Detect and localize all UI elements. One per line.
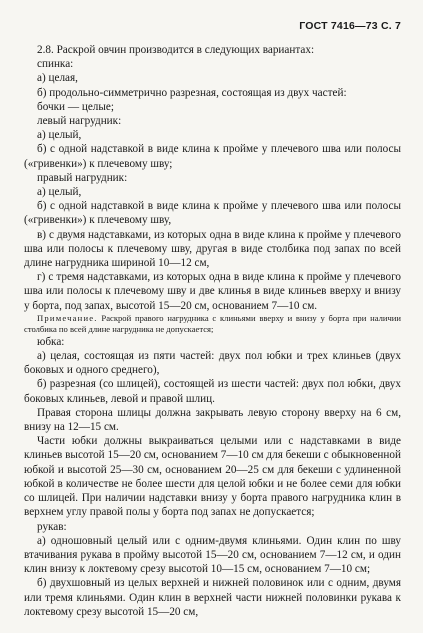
paragraph: б) разрезная (со шлицей), состоящей из шести частей: двух пол юбки, двух боковых клиньев, левой и правой шлиц. (24, 378, 401, 405)
paragraph: Части юбки должны выкраиваться целыми или с надставками в виде клиньев высотой 15—20 см, основанием 7—10 см для бекеши с обыкновенной юбкой и высотой 25—30 см, основанием 20—25 см для бекеши с удлиненной юбкой в количестве не более шести для целой юбки и не более семи для юбки со шлицей. При наличии надставки внизу у борта правого нагрудника клин в верхнем углу правой полы у борта под запах не допускается; (24, 435, 401, 519)
paragraph: а) целый, (37, 186, 82, 199)
paragraph: г) с тремя надставками, из которых одна в виде клина к пройме у плечевого шва или полосы к плечевому шву и две клинья в виде клиньев вверху и внизу у борта, под запах, высотой 15—20 см, основанием 7—10 см. (24, 271, 401, 312)
paragraph: в) с двумя надставками, из которых одна в виде клина к пройме у плечевого шва или полосы к плечевому шву, другая в виде столбика под запах по всей длине нагрудника шириной 10—12 см, (24, 228, 401, 270)
document-body (24, 43, 401, 619)
paragraph: рукав: (37, 520, 67, 533)
paragraph: б) с одной надставкой в виде клина к пройме у плечевого шва или полосы («гривенки») к плечевому шву; (24, 143, 401, 170)
paragraph: юбка: (37, 335, 65, 348)
paragraph: а) одношовный целый или с одним-двумя клиньями. Один клин по шву втачивания рукава в пройму высотой 15—20 см, основанием 7—12 см, и один клин внизу к локтевому срезу высотой 10—15 см, основанием 7—10 см; (24, 534, 401, 576)
note-label: Примечание. (37, 312, 98, 323)
paragraph: б) продольно-симметрично разрезная, состоящая из двух частей: (37, 86, 347, 99)
paragraph: б) двухшовный из целых верхней и нижней половинок или с одним, двумя или тремя клиньями. Один клин в верхней части нижней половинки рукава к локтевому срезу высотой 15—20 см, (24, 577, 401, 618)
paragraph: а) целый, (37, 129, 82, 142)
note (24, 313, 401, 335)
paragraph: б) с одной надставкой в виде клина к пройме у плечевого шва или полосы («гривенки») к плечевому шву, (24, 200, 401, 227)
paragraph: 2.8. Раскрой овчин производится в следующих вариантах: (37, 44, 315, 56)
paragraph: Правая сторона шлицы должна закрывать левую сторону вверху на 6 см, внизу на 12—15 см. (24, 406, 401, 434)
paragraph: бочки — целые; (37, 100, 114, 113)
paragraph: правый нагрудник: (37, 171, 128, 184)
paragraph: спинка: (37, 58, 74, 71)
note-text: Раскрой правого нагрудника с клиньями вверху и внизу у борта при наличии столбика по всей длине нагрудника не допускается; (24, 312, 401, 334)
paragraph: а) целая, (37, 72, 78, 85)
page-header: ГОСТ 7416—73 С. 7 (299, 20, 401, 32)
paragraph: левый нагрудник: (37, 115, 122, 128)
paragraph: а) целая, состоящая из пяти частей: двух пол юбки и трех клиньев (двух боковых и одного среднего), (24, 350, 401, 377)
